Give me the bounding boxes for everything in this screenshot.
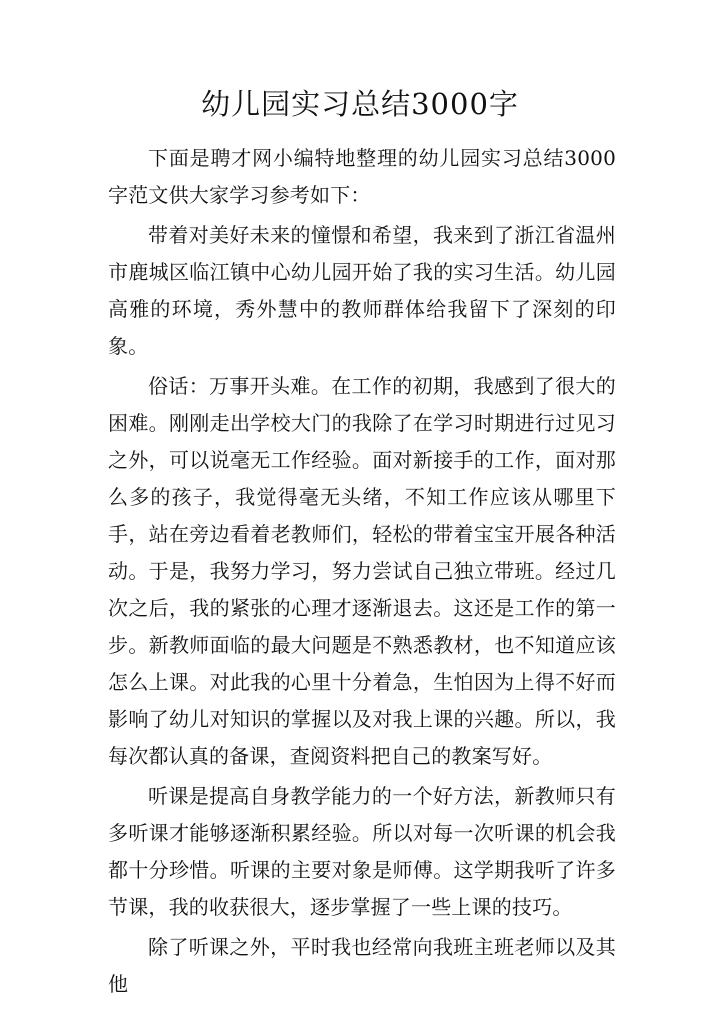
paragraph-arrival: 带着对美好未来的憧憬和希望，我来到了浙江省温州市鹿城区临江镇中心幼儿园开始了我的实习生活。幼儿园高雅的环境，秀外慧中的教师群体给我留下了深刻的印象。 <box>108 223 616 358</box>
paragraph-intro: 下面是聘才网小编特地整理的幼儿园实习总结3000字范文供大家学习参考如下： <box>108 146 616 207</box>
document-title: 幼儿园实习总结3000字 <box>201 87 519 121</box>
paragraph-difficulties: 俗话：万事开头难。在工作的初期，我感到了很大的困难。刚刚走出学校大门的我除了在学习时期进行过见习之外，可以说毫无工作经验。面对新接手的工作，面对那么多的孩子，我觉得毫无头绪，不知工作应该从哪里下手，站在旁边看着老教师们，轻松的带着宝宝开展各种活动。于是，我努力学习，努力尝试自己独立带班。经过几次之后，我的紧张的心理才逐渐退去。这还是工作的第一步。新教师面临的最大问题是不熟悉教材，也不知道应该怎么上课。对此我的心里十分着急，生怕因为上得不好而影响了幼儿对知识的掌握以及对我上课的兴趣。所以，我每次都认真的备课，查阅资料把自己的教案写好。 <box>108 374 616 768</box>
paragraph-observing-classes: 听课是提高自身教学能力的一个好方法，新教师只有多听课才能够逐渐积累经验。所以对每一次听课的机会我都十分珍惜。听课的主要对象是师傅。这学期我听了许多节课，我的收获很大，逐步掌握了一些上课的技巧。 <box>108 784 616 919</box>
document-body <box>108 140 616 1003</box>
paragraph-other: 除了听课之外，平时我也经常向我班主班老师以及其他 <box>108 935 616 996</box>
